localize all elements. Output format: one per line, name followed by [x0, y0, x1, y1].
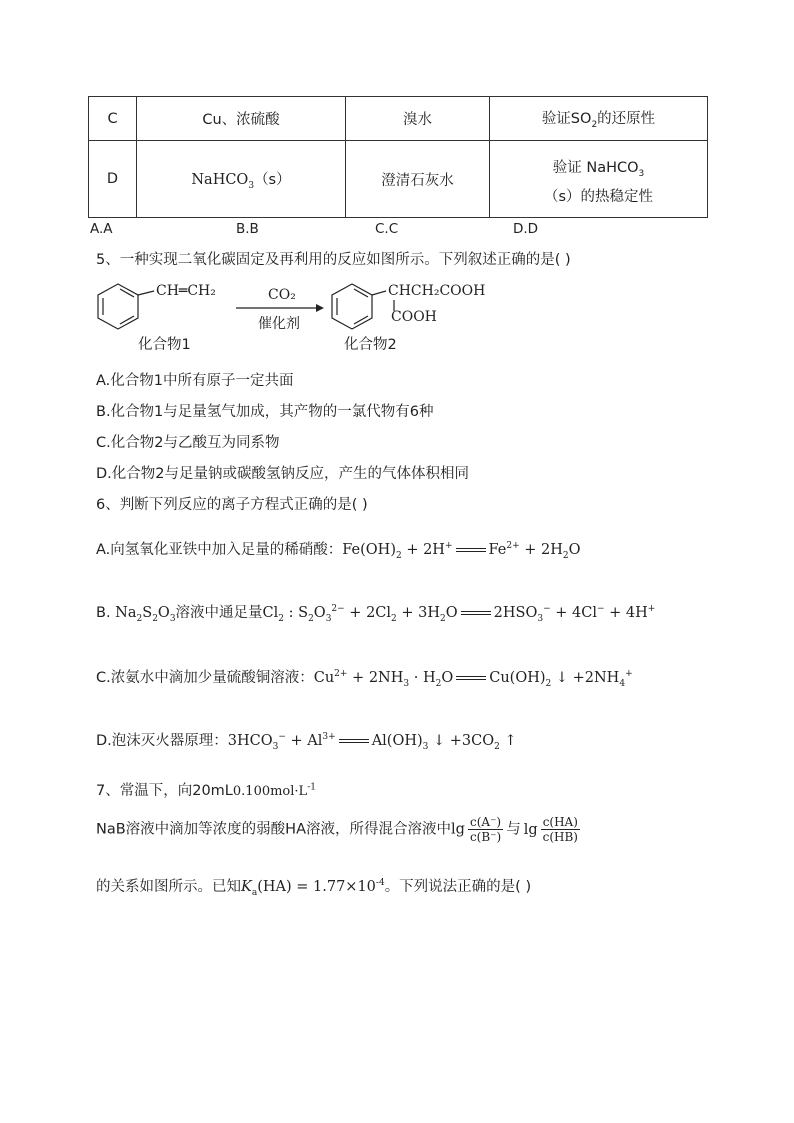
q7-line3: 的关系如图所示。已知$K_a(HA) = 1.77\times 10^{-4}$。下列说法正确的是( ) — [96, 878, 532, 898]
option-c[interactable]: C.C — [375, 221, 399, 237]
reagent-cell: Cu、浓硫酸 — [137, 97, 346, 141]
fraction-ha-hb: $\frac{c(HA)}{c(HB)}$ — [542, 815, 578, 844]
table-row — [89, 97, 708, 141]
purpose-cell: 验证$SO_2$的还原性 — [490, 97, 708, 141]
reagent2-cell: 澄清石灰水 — [346, 141, 490, 218]
option-d[interactable]: D.D — [513, 221, 539, 237]
q5-option-a[interactable]: A.化合物1中所有原子一定共面 — [96, 373, 294, 389]
product-branch: COOH — [391, 309, 437, 325]
q5-stem: 5、一种实现二氧化碳固定及再利用的反应如图所示。下列叙述正确的是( ) — [96, 252, 571, 268]
q6-option-b[interactable]: B. $Na_2S_2O_3$溶液中通足量$Cl_2$ : $S_2O_3^{2-} + 2Cl_2 + 3H_2O$ $2HSO_3^- + 4Cl^- + 4H^+$ — [96, 604, 656, 624]
fraction-a-b: $\frac{c(A^-)}{c(B^-)}$ — [469, 815, 502, 844]
q6-option-c[interactable]: C.浓氨水中滴加少量硫酸铜溶液：$Cu^{2+} + 2NH_3 \cdot H_2O$ $Cu(OH)_2$ ↓ $+2NH_4^+$ — [96, 669, 633, 689]
reactant-chain: CH═CH₂ — [156, 283, 216, 299]
option-a[interactable]: A.A — [90, 221, 113, 237]
option-b[interactable]: B.B — [236, 221, 259, 237]
reagent-cell: NaHCO$_3$（s） — [137, 141, 346, 218]
compound1-label: 化合物1 — [138, 337, 191, 353]
q5-option-d[interactable]: D.化合物2与足量钠或碳酸氢钠反应，产生的气体体积相同 — [96, 466, 469, 482]
q5-reaction-scheme — [90, 278, 510, 358]
q7-line1: 7、常温下，向$20mL0.100mol\cdot L^{-1}$ — [96, 782, 316, 799]
row-label: D — [89, 141, 137, 218]
q6-option-a[interactable]: A.向氢氧化亚铁中加入足量的稀硝酸：$Fe(OH)_2 + 2H^+$ $Fe^{2+} + 2H_2O$ — [96, 541, 581, 561]
experiment-table — [88, 96, 708, 218]
q5-option-c[interactable]: C.化合物2与乙酸互为同系物 — [96, 435, 280, 451]
compound2-label: 化合物2 — [344, 337, 397, 353]
q6-stem: 6、判断下列反应的离子方程式正确的是( ) — [96, 497, 368, 513]
reagent-bottom: 催化剂 — [258, 316, 300, 332]
q4-options — [90, 221, 590, 239]
q6-option-d[interactable]: D.泡沫灭火器原理：$3HCO_3^- + Al^{3+}$ $Al(OH)_3$ ↓ $+3CO_2$ ↑ — [96, 732, 517, 752]
q5-option-b[interactable]: B.化合物1与足量氢气加成，其产物的一氯代物有6种 — [96, 404, 434, 420]
product-chain: CHCH₂COOH — [388, 283, 486, 299]
row-label: C — [89, 97, 137, 141]
purpose-cell: 验证 NaHCO$_3$ （s）的热稳定性 — [490, 141, 708, 218]
q7-line2: NaB溶液中滴加等浓度的弱酸HA溶液，所得混合溶液中lg $\frac{c(A^-)}{c(B^-)}$ 与 lg $\frac{c(HA)}{c(HB)}$ — [96, 815, 578, 844]
table-row — [89, 141, 708, 218]
reagent2-cell: 溴水 — [346, 97, 490, 141]
reagent-top: CO₂ — [268, 287, 296, 303]
